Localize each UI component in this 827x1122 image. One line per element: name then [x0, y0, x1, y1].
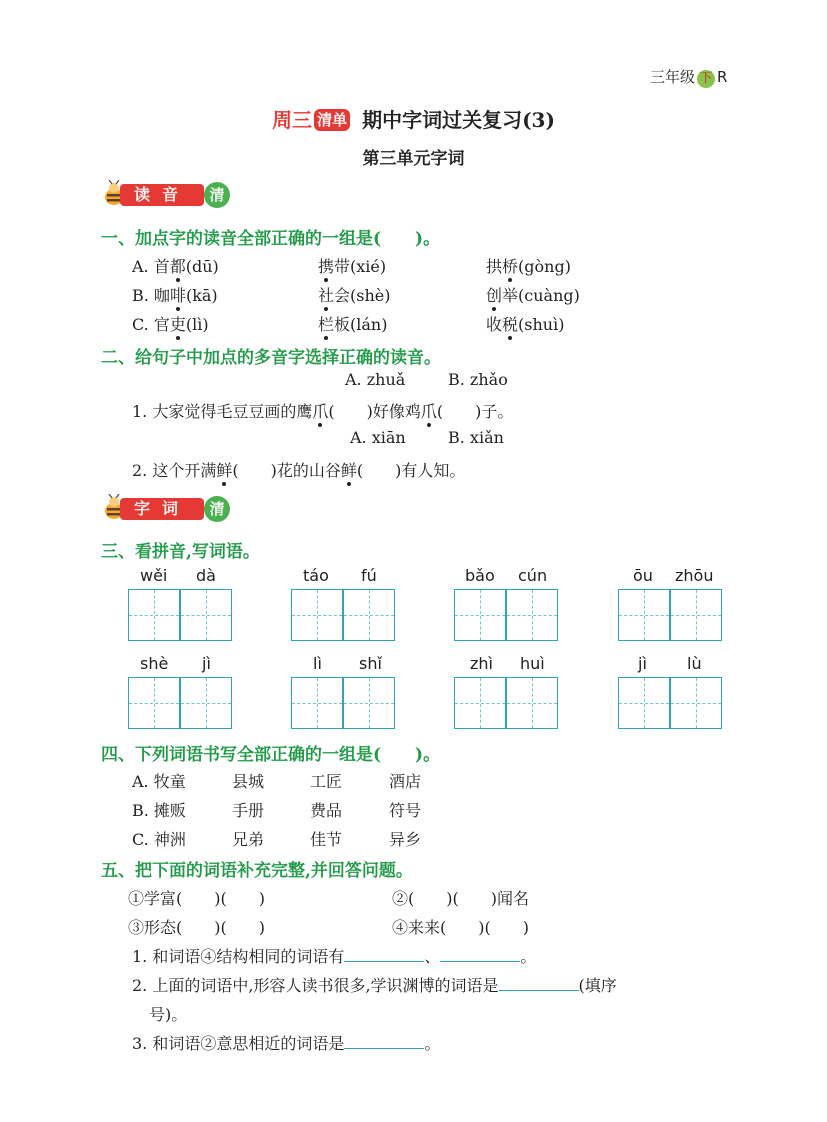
answer-blank[interactable] [440, 947, 520, 962]
q5-sentence-1: 1. 和词语④结构相同的词语有 、 。 [132, 947, 537, 966]
section-tag-words: 字词 清 [100, 494, 232, 524]
page-subtitle: 第三单元字词 [362, 149, 465, 169]
pinyin: zhōu [675, 566, 714, 585]
q2-prompt: 二、给句子中加点的多音字选择正确的读音。 [101, 348, 441, 368]
q5-sentence-2-cont: 号)。 [149, 1005, 188, 1024]
q4-cell: 费品 [310, 801, 343, 820]
grade-down-badge: 下 [697, 70, 715, 88]
q1-prompt: 一、加点字的读音全部正确的一组是( )。 [101, 229, 441, 249]
pinyin: jì [202, 654, 211, 673]
q5-sentence-3: 3. 和词语②意思相近的词语是 。 [132, 1034, 441, 1053]
q1-a2: 携带(xié) [318, 257, 387, 276]
writing-box[interactable] [291, 677, 343, 729]
pinyin: lù [687, 654, 702, 673]
qing-badge: 清 [204, 496, 230, 522]
q1-c1: C. 官吏(lì) [132, 315, 209, 334]
q5-item-2: ②( )( )闻名 [392, 889, 529, 908]
qing-badge: 清 [204, 182, 230, 208]
q5-item-4: ④来来( )( ) [392, 918, 529, 937]
writing-box[interactable] [506, 677, 558, 729]
q1-a1: A. 首都(dū) [132, 257, 219, 276]
q2-opt2-a: A. xiān [350, 428, 406, 447]
q3-prompt: 三、看拼音,写词语。 [101, 542, 260, 562]
q5-item-1: ①学富( )( ) [128, 889, 265, 908]
q5-prompt: 五、把下面的词语补充完整,并回答问题。 [101, 861, 413, 881]
writing-box[interactable] [180, 677, 232, 729]
q4-cell: B. 摊贩 [132, 801, 186, 820]
pinyin: fú [361, 566, 377, 585]
q4-cell: 异乡 [389, 830, 422, 849]
writing-box[interactable] [128, 589, 180, 641]
writing-box[interactable] [291, 589, 343, 641]
title-badge: 清单 [314, 109, 350, 131]
writing-box[interactable] [670, 589, 722, 641]
writing-box[interactable] [343, 589, 395, 641]
writing-box[interactable] [506, 589, 558, 641]
q2-sentence-2: 2. 这个开满鲜( )花的山谷鲜( )有人知。 [132, 461, 466, 480]
q4-cell: C. 神洲 [132, 830, 186, 849]
writing-box[interactable] [128, 677, 180, 729]
q4-cell: 兄弟 [232, 830, 265, 849]
writing-box[interactable] [618, 589, 670, 641]
q4-cell: 手册 [232, 801, 265, 820]
pinyin: dà [196, 566, 216, 585]
pinyin: táo [303, 566, 329, 585]
section-tag-reading: 读音 清 [100, 180, 232, 210]
writing-box[interactable] [454, 589, 506, 641]
pinyin: jì [638, 654, 647, 673]
pinyin: shè [140, 654, 169, 673]
q4-prompt: 四、下列词语书写全部正确的一组是( )。 [101, 745, 441, 765]
q2-opt2-b: B. xiǎn [448, 428, 504, 447]
q2-opt1-b: B. zhǎo [448, 370, 508, 389]
pinyin: zhì [470, 654, 493, 673]
q4-cell: 佳节 [310, 830, 343, 849]
q1-b2: 社会(shè) [318, 286, 391, 305]
writing-box[interactable] [180, 589, 232, 641]
q5-item-3: ③形态( )( ) [128, 918, 265, 937]
q5-sentence-2: 2. 上面的词语中,形容人读书很多,学识渊博的词语是 (填序 [132, 976, 617, 995]
page-title: 周三 清单 期中字词过关复习(3) [272, 108, 555, 132]
writing-box[interactable] [454, 677, 506, 729]
q1-b3: 创举(cuàng) [486, 286, 580, 305]
pinyin: ōu [633, 566, 653, 585]
pinyin: cún [518, 566, 548, 585]
pinyin: huì [520, 654, 545, 673]
answer-blank[interactable] [344, 947, 424, 962]
q4-cell: 酒店 [389, 772, 422, 791]
q4-cell: 符号 [389, 801, 422, 820]
q1-a3: 拱桥(gòng) [486, 257, 571, 276]
q2-sentence-1: 1. 大家觉得毛豆豆画的鹰爪( )好像鸡爪( )子。 [132, 402, 514, 421]
pinyin: lì [313, 654, 322, 673]
q1-c3: 收税(shuì) [486, 315, 565, 334]
q2-opt1-a: A. zhuǎ [345, 370, 406, 389]
q4-cell: 工匠 [310, 772, 343, 791]
writing-box[interactable] [343, 677, 395, 729]
pinyin: shǐ [359, 654, 382, 673]
writing-box[interactable] [670, 677, 722, 729]
writing-box[interactable] [618, 677, 670, 729]
answer-blank[interactable] [344, 1034, 424, 1049]
q1-b1: B. 咖啡(kā) [132, 286, 218, 305]
grade-label: 三年级 下 R [650, 68, 728, 86]
answer-blank[interactable] [499, 976, 579, 991]
pinyin: bǎo [465, 566, 495, 585]
q1-c2: 栏板(lán) [318, 315, 388, 334]
q4-cell: 县城 [232, 772, 265, 791]
q4-cell: A. 牧童 [132, 772, 186, 791]
pinyin: wěi [140, 566, 168, 585]
